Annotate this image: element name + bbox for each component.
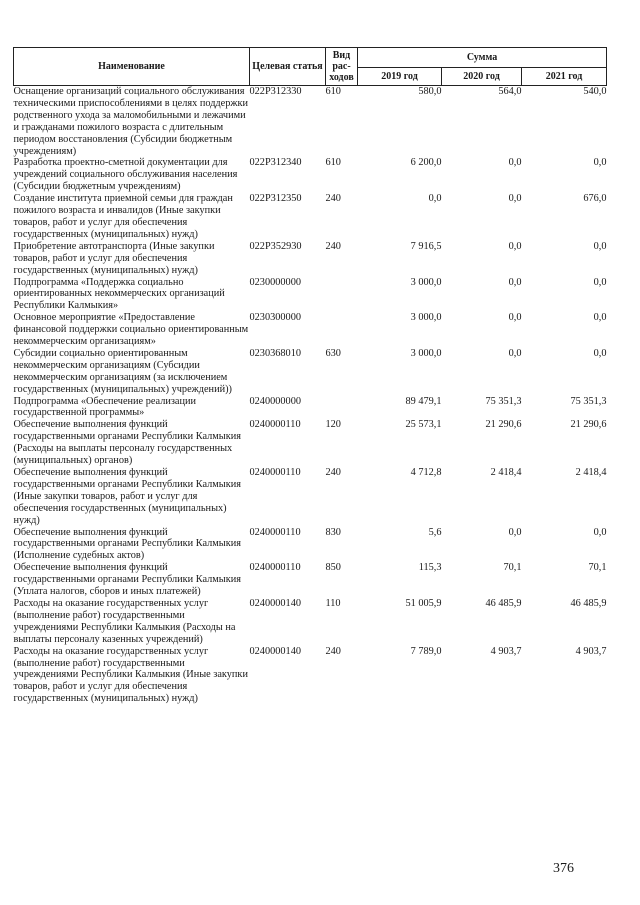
row-value-2019: 5,6 (428, 526, 442, 538)
row-value-2019: 115,3 (418, 562, 442, 574)
row-code: 0240000110 (249, 526, 301, 538)
row-value-2019: 7 789,0 (410, 645, 442, 657)
header-sum: Сумма (358, 48, 607, 68)
table-row (14, 241, 607, 277)
table-row (14, 277, 607, 313)
row-value-2019: 3 000,0 (410, 347, 442, 359)
budget-table (13, 47, 607, 705)
row-vid (326, 277, 358, 313)
row-code: 022P352930 (249, 240, 302, 252)
page-number: 376 (553, 861, 574, 876)
header-name: Наименование (14, 48, 250, 86)
row-name: Субсидии социально ориентированным некоммерческим организациям (Субсидии некоммерческим организациям (за исключением государственных (муниципальных) учреждений)) (13, 347, 232, 395)
row-value-2020: 0,0 (508, 240, 522, 252)
row-value-2019: 0,0 (428, 193, 442, 205)
row-value-2020: 0,0 (508, 526, 522, 538)
row-name: Расходы на оказание государственных услуг (выполнение работ) государственными учреждениями Республики Калмыкия (Иные закупки товаров, работ и услуг для обеспечения государственных (муниципальных) нужд) (13, 645, 248, 705)
row-value-2019: 3 000,0 (410, 312, 442, 324)
row-vid: 850 (325, 562, 341, 574)
row-name: Создание института приемной семьи для граждан пожилого возраста и инвалидов (Иные закупки товаров, работ и услуг для обеспечения государственных (муниципальных) нужд) (13, 193, 233, 240)
row-vid: 240 (325, 193, 341, 205)
table-row (14, 396, 607, 420)
row-code: 0230000000 (249, 276, 301, 288)
row-value-2020: 0,0 (508, 276, 522, 288)
table-row (14, 646, 607, 706)
row-value-2021: 0,0 (593, 526, 607, 538)
row-name: Основное мероприятие «Предоставление финансовой поддержки социально ориентированным некоммерческим организациям» (13, 312, 249, 348)
row-vid (326, 312, 358, 348)
row-value-2021: 676,0 (583, 193, 607, 205)
row-code: 022P312350 (249, 193, 302, 205)
row-name: Приобретение автотранспорта (Иные закупки товаров, работ и услуг для обеспечения государственных (муниципальных) нужд) (13, 240, 215, 276)
row-code: 0240000110 (249, 419, 301, 431)
row-vid: 240 (325, 645, 341, 657)
row-value-2020: 75 351,3 (485, 395, 522, 407)
row-vid: 610 (325, 86, 341, 97)
row-vid: 630 (325, 347, 341, 359)
row-value-2021: 0,0 (593, 276, 607, 288)
row-value-2021: 46 485,9 (570, 597, 607, 609)
table-row (14, 467, 607, 527)
row-name: Обеспечение выполнения функций государственными органами Республики Калмыкия (Иные закупки товаров, работ и услуг для обеспечения государственных (муниципальных) нужд) (13, 467, 241, 526)
row-name: Обеспечение выполнения функций государственными органами Республики Калмыкия (Расходы на выплаты персоналу государственных (муниципальных) органов) (13, 419, 241, 467)
row-code: 022P312330 (249, 86, 302, 97)
row-name: Обеспечение выполнения функций государственными органами Республики Калмыкия (Исполнение судебных актов) (13, 526, 241, 562)
header-year-2021: 2021 год (522, 68, 607, 86)
row-vid: 240 (325, 240, 341, 252)
row-code: 0240000140 (249, 645, 301, 657)
row-vid: 120 (325, 419, 341, 431)
row-value-2020: 0,0 (508, 347, 522, 359)
header-year-2020: 2020 год (442, 68, 522, 86)
row-value-2021: 2 418,4 (575, 467, 607, 478)
row-value-2019: 7 916,5 (410, 240, 442, 252)
table-row (14, 312, 607, 348)
row-value-2019: 580,0 (418, 86, 442, 97)
row-value-2021: 21 290,6 (570, 419, 607, 431)
row-name: Расходы на оказание государственных услуг (выполнение работ) государственными учреждениями Республики Калмыкия (Расходы на выплаты персоналу казенных учреждений) (13, 597, 236, 645)
row-vid (326, 396, 358, 420)
table-row (14, 157, 607, 193)
row-value-2020: 0,0 (508, 312, 522, 324)
row-value-2019: 89 479,1 (405, 395, 442, 407)
table-row (14, 419, 607, 467)
row-value-2021: 0,0 (593, 312, 607, 324)
table-row (14, 598, 607, 646)
table-header (14, 48, 607, 86)
row-value-2019: 4 712,8 (410, 467, 442, 478)
row-value-2020: 4 903,7 (490, 645, 522, 657)
row-value-2020: 2 418,4 (490, 467, 522, 478)
row-name: Подпрограмма «Поддержка социально ориентированных некоммерческих организаций Республики Калмыкия» (13, 276, 225, 312)
row-value-2021: 0,0 (593, 347, 607, 359)
row-name: Оснащение организаций социального обслуживания техническими приспособлениями в целях поддержки родственного ухода за маломобильными и лежачими и гражданами пожилого возраста с длительным периодом восстановления (Субсидии бюджетным учреждениям) (13, 86, 249, 157)
row-value-2021: 70,1 (588, 562, 607, 574)
table-row (14, 527, 607, 563)
row-name: Разработка проектно-сметной документации для учреждений социального обслуживания населения (Субсидии бюджетным учреждениям) (13, 157, 238, 193)
table-row (14, 348, 607, 396)
row-value-2019: 6 200,0 (410, 157, 442, 169)
table-row (14, 193, 607, 241)
row-value-2021: 540,0 (583, 86, 607, 97)
row-value-2021: 4 903,7 (575, 645, 607, 657)
row-vid: 830 (325, 526, 341, 538)
row-code: 0240000110 (249, 467, 301, 478)
table-row (14, 562, 607, 598)
row-code: 022P312340 (249, 157, 302, 169)
row-code: 0240000110 (249, 562, 301, 574)
row-value-2021: 75 351,3 (570, 395, 607, 407)
row-value-2021: 0,0 (593, 157, 607, 169)
row-value-2019: 51 005,9 (405, 597, 442, 609)
row-code: 0230368010 (249, 347, 301, 359)
row-value-2020: 0,0 (508, 193, 522, 205)
row-vid: 240 (325, 467, 341, 478)
table-row (14, 86, 607, 158)
row-code: 0230300000 (249, 312, 301, 324)
header-year-2019: 2019 год (358, 68, 442, 86)
header-code: Целевая статья (250, 48, 326, 86)
row-value-2020: 46 485,9 (485, 597, 522, 609)
row-value-2020: 70,1 (503, 562, 522, 574)
row-value-2020: 21 290,6 (485, 419, 522, 431)
row-value-2019: 25 573,1 (405, 419, 442, 431)
row-vid: 110 (325, 597, 341, 609)
row-value-2020: 0,0 (508, 157, 522, 169)
row-value-2020: 564,0 (498, 86, 522, 97)
row-vid: 610 (325, 157, 341, 169)
row-value-2019: 3 000,0 (410, 276, 442, 288)
row-code: 0240000000 (249, 395, 301, 407)
row-name: Подпрограмма «Обеспечение реализации государственной программы» (13, 395, 197, 419)
row-code: 0240000140 (249, 597, 301, 609)
row-value-2021: 0,0 (593, 240, 607, 252)
header-vid: Вид рас-ходов (326, 48, 358, 86)
table-body (14, 86, 607, 706)
row-name: Обеспечение выполнения функций государственными органами Республики Калмыкия (Уплата налогов, сборов и иных платежей) (13, 562, 241, 598)
